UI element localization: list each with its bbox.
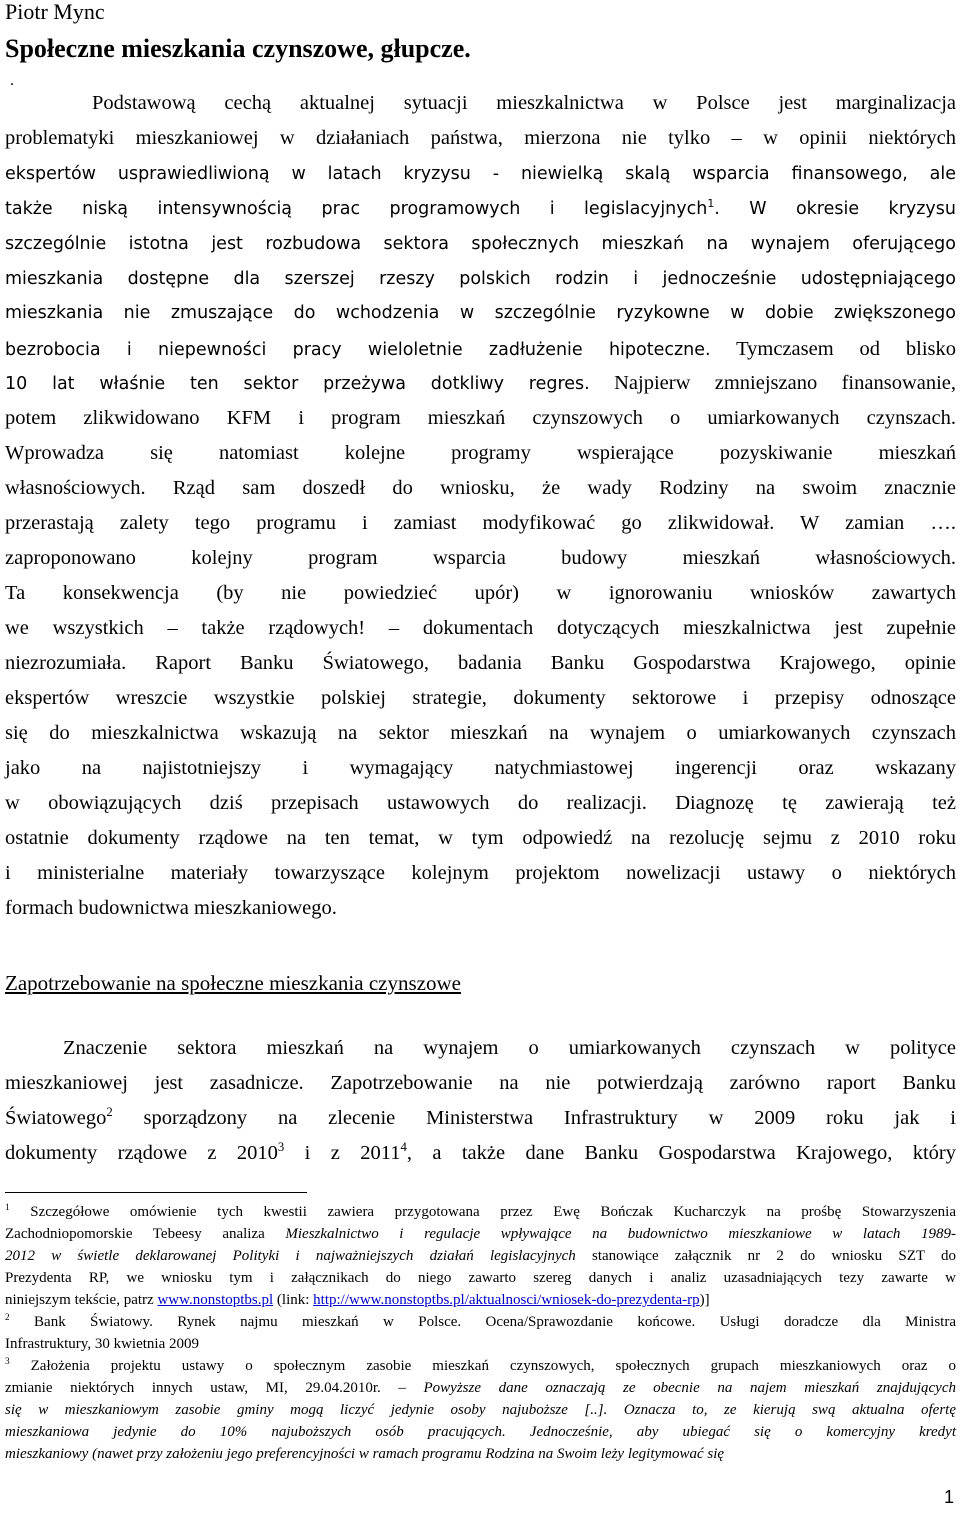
text-run: . W okresie kryzysu bbox=[714, 199, 956, 219]
paragraph-line: ekspertów usprawiedliwioną w latach kryzysu - niewielką skalą wsparcia finansowego, ale bbox=[5, 164, 956, 184]
paragraph-line bbox=[5, 338, 956, 361]
text-run: i z 2011 bbox=[284, 1142, 401, 1164]
paragraph-line: jako na najistotniejszy i wymagający natychmiastowej ingerencji oraz wskazany bbox=[5, 757, 956, 779]
text-run: Założenia projektu ustawy o społecznym zasobie mieszkań czynszowych, społecznych grupach mieszkaniowych oraz o bbox=[9, 1358, 956, 1374]
footnote-line bbox=[5, 1314, 956, 1331]
text-run: Szczegółowe omówienie tych kwestii zawiera przygotowana przez Ewę Bończak Kucharczyk na prośbę Stowarzyszenia bbox=[9, 1204, 956, 1220]
text-run: (link: bbox=[273, 1292, 314, 1308]
paragraph-line: i ministerialne materiały towarzyszące kolejnym projektom nowelizacji ustawy o niektórych bbox=[5, 862, 956, 884]
footnote-number: 1 bbox=[5, 1203, 10, 1213]
footnote-line: Infrastruktury, 30 kwietnia 2009 bbox=[5, 1336, 199, 1352]
footnote-ref: 4 bbox=[400, 1140, 407, 1155]
text-run: 10 lat właśnie ten sektor przeżywa dotkliwy regres. bbox=[5, 374, 590, 394]
text-run: dokumenty rządowe z 2010 bbox=[5, 1142, 278, 1164]
wniosek-link[interactable]: http://www.nonstoptbs.pl/aktualnosci/wniosek-do-prezydenta-rp bbox=[313, 1292, 700, 1308]
text-run: , a także dane Banku Gospodarstwa Krajowego, który bbox=[406, 1142, 956, 1164]
text-run: stanowiące załącznik nr 2 do wniosku SZT do bbox=[575, 1248, 956, 1264]
footnote-line bbox=[5, 1292, 956, 1309]
footnote-ref: 1 bbox=[707, 197, 715, 211]
footnote-line bbox=[5, 1358, 956, 1375]
paragraph-line: w obowiązujących dziś przepisach ustawowych do realizacji. Diagnozę tę zawierają też bbox=[5, 792, 956, 814]
footnote-line bbox=[5, 1424, 956, 1441]
footnote-ref: 2 bbox=[106, 1105, 113, 1120]
paragraph-line: problematyki mieszkaniowej w działaniach państwa, mierzona nie tylko – w opinii niektórych bbox=[5, 127, 956, 149]
paragraph-line: we wszystkich – także rządowych! – dokumentach dotyczących mieszkalnictwa jest zupełnie bbox=[5, 617, 956, 639]
stray-dot: . bbox=[10, 72, 14, 89]
section-heading: Zapotrzebowanie na społeczne mieszkania czynszowe bbox=[5, 971, 461, 995]
paragraph-line: mieszkania dostępne dla szerszej rzeszy polskich rodzin i jednocześnie udostępniającego bbox=[5, 269, 956, 289]
paragraph-line bbox=[5, 1142, 956, 1165]
text-run: się w mieszkaniowym zasobie gminy mogą liczyć jedynie osoby najuboższe [..]. Oznacza to, ze kierują swą aktualna ofertę bbox=[5, 1402, 956, 1418]
paragraph-line: mieszkania nie zmuszające do wchodzenia w szczególnie ryzykowne w dobie zwiększonego bbox=[5, 303, 956, 323]
text-run: )] bbox=[699, 1292, 710, 1308]
footnote-line bbox=[5, 1204, 956, 1221]
paragraph-line: potem zlikwidowano KFM i program mieszkań czynszowych o umiarkowanych czynszach. bbox=[5, 407, 956, 429]
footnote-ref: 3 bbox=[277, 1140, 285, 1155]
footnote-line: Prezydenta RP, we wniosku tym i załącznikach do niego zawarto szereg danych i analiz uzasadniających tezy zawarte w bbox=[5, 1270, 956, 1286]
paragraph-line bbox=[5, 199, 956, 219]
text-run: mieszkaniowa jedynie do 10% najuboższych osób pracujących. Jednocześnie, aby ubiegać się o komercyjny kredyt bbox=[5, 1424, 956, 1440]
text-run: bezrobocia i niepewności pracy wieloletnie zadłużenie hipoteczne. bbox=[5, 340, 711, 360]
footnote-line bbox=[5, 1380, 956, 1397]
paragraph-line: mieszkaniowej jest zasadnicze. Zapotrzebowanie na nie potwierdzają zarówno raport Banku bbox=[5, 1072, 956, 1094]
text-run: zmianie niektórych innych ustaw, MI, 29.04.2010r. – bbox=[5, 1380, 424, 1396]
text-run: Zachodniopomorskie Tebeesy analiza bbox=[5, 1226, 286, 1242]
text-run: mieszkaniowy (nawet przy założeniu jego preferencyjności w ramach programu Rodzina na Swoim leży legitymować się bbox=[5, 1446, 725, 1462]
footnote-separator bbox=[5, 1192, 307, 1193]
footnote-number: 2 bbox=[5, 1313, 10, 1323]
text-run: Najpierw zmniejszano finansowanie, bbox=[589, 372, 957, 394]
paragraph-line: zaproponowano kolejny program wsparcia budowy mieszkań własnościowych. bbox=[5, 547, 956, 569]
author-name: Piotr Mync bbox=[5, 0, 105, 24]
paragraph-line: niezrozumiała. Raport Banku Światowego, badania Banku Gospodarstwa Krajowego, opinie bbox=[5, 652, 956, 674]
text-run: Mieszkalnictwo i regulacje wpływające na budownictwo mieszkaniowe w latach 1989- bbox=[285, 1226, 956, 1242]
paragraph-line: Znaczenie sektora mieszkań na wynajem o umiarkowanych czynszach w polityce bbox=[63, 1037, 956, 1059]
text-run: Bank Światowy. Rynek najmu mieszkań w Polsce. Ocena/Sprawozdanie końcowe. Usługi doradcze dla Ministra bbox=[9, 1314, 956, 1330]
paragraph-line: się do mieszkalnictwa wskazują na sektor mieszkań na wynajem o umiarkowanych czynszach bbox=[5, 722, 956, 744]
paragraph-line: Ta konsekwencja (by nie powiedzieć upór) w ignorowaniu wniosków zawartych bbox=[5, 582, 956, 604]
paragraph-line: własnościowych. Rząd sam doszedł do wniosku, że wady Rodziny na swoim znacznie bbox=[5, 477, 956, 499]
paragraph-line: ekspertów wreszcie wszystkie polskiej strategie, dokumenty sektorowe i przepisy odnoszące bbox=[5, 687, 956, 709]
text-run: Tymczasem od blisko bbox=[710, 338, 956, 360]
paragraph-line: formach budownictwa mieszkaniowego. bbox=[5, 897, 337, 919]
footnote-line bbox=[5, 1402, 956, 1419]
paragraph-line: szczególnie istotna jest rozbudowa sektora społecznych mieszkań na wynajem oferującego bbox=[5, 234, 956, 254]
paragraph-line: ostatnie dokumenty rządowe na ten temat, w tym odpowiedź na rezolucję sejmu z 2010 roku bbox=[5, 827, 956, 849]
document-title: Społeczne mieszkania czynszowe, głupcze. bbox=[5, 34, 471, 63]
paragraph-line: przerastają zalety tego programu i zamiast modyfikować go zlikwidował. W zamian …. bbox=[5, 512, 956, 534]
text-run: Światowego bbox=[5, 1107, 107, 1129]
paragraph-line bbox=[5, 1107, 956, 1130]
footnote-line bbox=[5, 1226, 956, 1243]
footnote-line bbox=[5, 1248, 956, 1265]
text-run: 2012 w świetle deklarowanej Polityki i najważniejszych działań legislacyjnych bbox=[5, 1248, 576, 1264]
text-run: niniejszym tekście, patrz bbox=[5, 1292, 158, 1308]
paragraph-line bbox=[5, 372, 956, 395]
text-run: Powyższe dane oznaczają ze obecnie na najem mieszkań znajdujących bbox=[423, 1380, 956, 1396]
paragraph-line: Podstawową cechą aktualnej sytuacji mieszkalnictwa w Polsce jest marginalizacja bbox=[92, 92, 956, 114]
text-run: także niską intensywnością prac programowych i legislacyjnych bbox=[5, 199, 708, 219]
page-number: 1 bbox=[944, 1487, 955, 1507]
footnote-number: 3 bbox=[5, 1357, 10, 1367]
nonstoptbs-link[interactable]: www.nonstoptbs.pl bbox=[157, 1292, 274, 1308]
paragraph-line: Wprowadza się natomiast kolejne programy wspierające pozyskiwanie mieszkań bbox=[5, 442, 956, 464]
text-run: sporządzony na zlecenie Ministerstwa Infrastruktury w 2009 roku jak i bbox=[112, 1107, 956, 1129]
footnote-line bbox=[5, 1446, 956, 1463]
